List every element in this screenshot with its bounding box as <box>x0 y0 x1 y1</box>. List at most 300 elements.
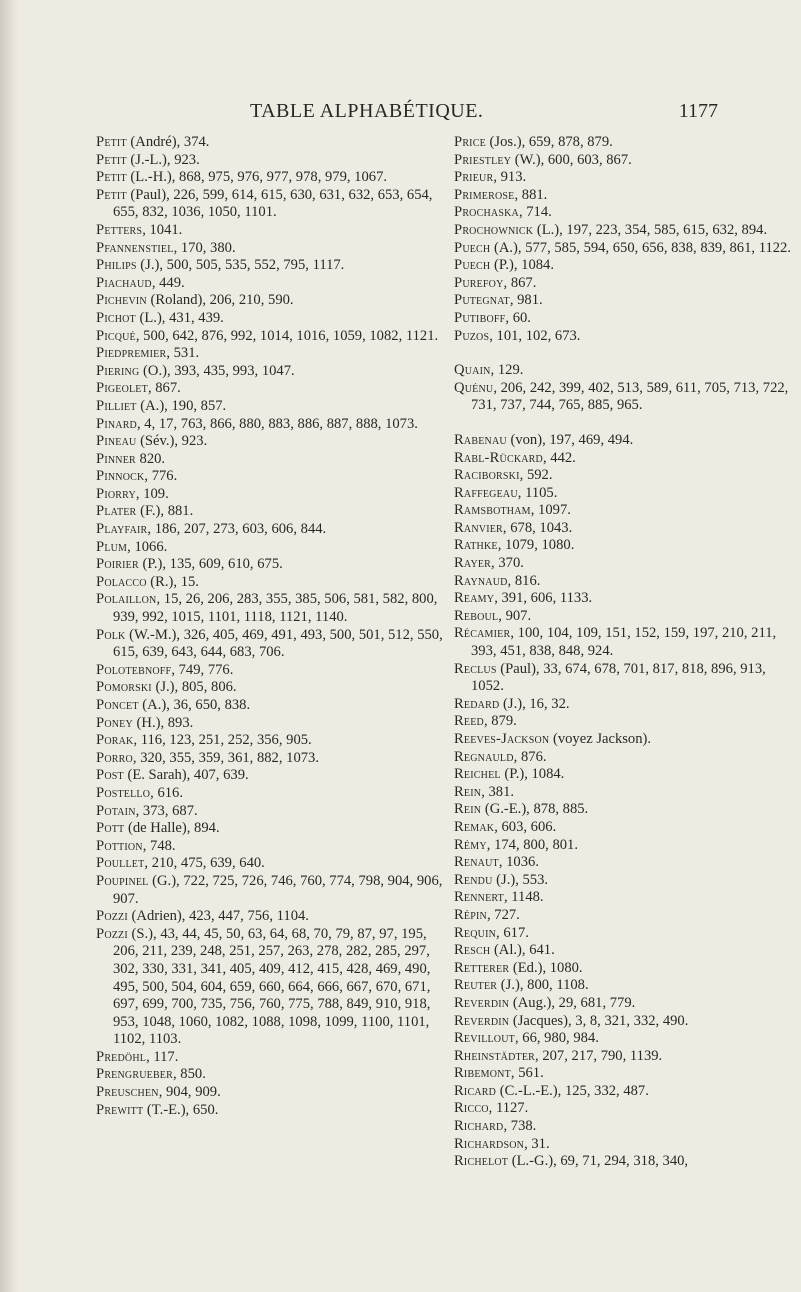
index-entry-pages: , 207, 217, 790, 1139. <box>535 1047 663 1064</box>
index-entry <box>454 1013 794 1031</box>
page-spine-shadow <box>0 0 18 1292</box>
index-entry-name: Prieur <box>454 169 494 186</box>
index-entry <box>96 345 446 363</box>
index-entry <box>454 362 794 380</box>
index-entry-pages: (Jacques), 3, 8, 321, 332, 490. <box>509 1012 689 1029</box>
index-entry-pages: (André), 374. <box>126 134 210 150</box>
index-entry-pages: (de Halle), 894. <box>124 820 220 837</box>
index-entry-pages: , 186, 207, 273, 603, 606, 844. <box>147 521 327 538</box>
index-entry <box>454 995 794 1013</box>
index-column-left <box>96 134 446 1119</box>
index-entry <box>96 310 446 328</box>
index-entry-pages: (A.), 577, 585, 594, 650, 656, 838, 839, 861, 1122. <box>490 239 791 256</box>
index-entry <box>454 1065 794 1083</box>
index-entry-pages: , 881. <box>514 186 548 203</box>
index-entry-name: Porak <box>96 732 134 749</box>
index-entry <box>96 855 446 873</box>
index-entry-name: Rabl-Rückard <box>454 449 543 466</box>
index-entry-name: Piorry <box>96 485 136 502</box>
index-entry <box>96 416 446 434</box>
index-entry-pages: (Sév.), 923. <box>136 433 208 450</box>
index-entry-pages: , 109. <box>135 485 169 502</box>
index-entry <box>454 467 794 485</box>
index-entry-pages: , 776. <box>144 468 178 485</box>
index-entry-name: Playfair <box>96 521 148 538</box>
index-entry <box>96 468 446 486</box>
index-entry-name: Pinnock <box>96 468 145 485</box>
index-entry-name: Reeves-Jackson <box>454 731 550 747</box>
index-entry-pages: , 1079, 1080. <box>497 537 575 554</box>
index-entry-name: Pomorski <box>96 679 152 696</box>
index-entry-pages: , 381. <box>481 783 515 800</box>
running-title: TABLE ALPHABÉTIQUE. <box>250 100 484 122</box>
index-entry-pages: (Paul), 226, 599, 614, 615, 630, 631, 632, 653, 654, 655, 832, 1036, 1050, 1101. <box>113 186 433 221</box>
index-entry-name: Pfannenstiel <box>96 239 174 256</box>
index-entry-pages: , 4, 17, 763, 866, 880, 883, 886, 887, 888, 1073. <box>136 415 418 432</box>
index-entry <box>96 662 446 680</box>
index-entry-name: Poncet <box>96 697 139 713</box>
index-entry-name: Répin <box>454 906 487 923</box>
index-entry-name: Polaillon <box>96 591 157 608</box>
index-entry <box>454 590 794 608</box>
index-entry-pages: (Aug.), 29, 681, 779. <box>509 994 636 1011</box>
index-entry-name: Plum <box>96 538 128 555</box>
index-entry-name: Quain <box>454 362 491 379</box>
index-entry <box>454 784 794 802</box>
index-entry-name: Requin <box>454 924 497 941</box>
index-entry-pages: (J.), 805, 806. <box>151 679 237 696</box>
index-entry <box>96 767 446 785</box>
index-entry-pages: (A.), 36, 650, 838. <box>138 697 251 713</box>
index-entry-name: Philips <box>96 257 137 274</box>
index-entry-name: Pinner <box>96 450 136 467</box>
index-entry <box>96 750 446 768</box>
index-entry-name: Prewitt <box>96 1101 144 1118</box>
index-entry <box>96 627 446 662</box>
index-entry <box>96 521 446 539</box>
index-entry-name: Potain <box>96 802 136 819</box>
index-entry-pages: (P.), 135, 609, 610, 675. <box>138 556 283 573</box>
index-entry-pages: , 738. <box>503 1118 537 1135</box>
index-entry-pages: , 749, 776. <box>171 661 234 678</box>
index-entry <box>454 275 794 293</box>
index-entry <box>454 380 794 415</box>
index-entry-name: Pichevin <box>96 292 147 309</box>
index-entry <box>454 766 794 784</box>
index-entry <box>96 240 446 258</box>
index-entry <box>454 713 794 731</box>
index-entry <box>96 926 446 1049</box>
index-entry <box>454 749 794 767</box>
index-entry <box>96 257 446 275</box>
index-entry-pages: (C.-L.-E.), 125, 332, 487. <box>496 1082 649 1099</box>
index-entry-pages: , 748. <box>142 837 176 854</box>
index-entry <box>96 838 446 856</box>
index-entry-name: Richelot <box>454 1153 509 1170</box>
index-entry <box>96 292 446 310</box>
index-entry <box>96 591 446 626</box>
index-entry-name: Prochaska <box>454 204 519 221</box>
index-entry-pages: , 116, 123, 251, 252, 356, 905. <box>133 732 312 749</box>
index-entry-pages: (J.-L.), 923. <box>126 151 200 168</box>
index-entry <box>454 661 794 696</box>
index-entry-name: Polk <box>96 626 126 643</box>
index-entry-pages: , 373, 687. <box>135 802 198 819</box>
index-entry <box>96 451 446 469</box>
index-entry <box>96 539 446 557</box>
index-entry-pages: , 904, 909. <box>158 1084 221 1101</box>
index-entry-pages: (J.), 16, 32. <box>499 695 570 712</box>
index-entry-name: Reichel <box>454 766 501 783</box>
index-entry <box>96 679 446 697</box>
index-entry <box>96 169 446 187</box>
index-entry-pages: , 1127. <box>488 1100 529 1117</box>
index-entry-name: Pichot <box>96 309 136 326</box>
index-entry-name: Retterer <box>454 959 510 976</box>
index-entry-pages: , 1036. <box>498 854 539 871</box>
index-entry <box>454 573 794 591</box>
index-entry-pages: (P.), 1084. <box>490 257 554 274</box>
index-entry <box>454 292 794 310</box>
index-entry <box>96 732 446 750</box>
index-entry <box>454 1030 794 1048</box>
index-entry-name: Poney <box>96 714 133 731</box>
index-entry-pages: , 907. <box>498 607 532 624</box>
index-entry <box>454 1153 794 1171</box>
index-entry-pages: , 616. <box>150 784 183 801</box>
index-entry <box>96 433 446 451</box>
index-entry-name: Preuschen <box>96 1084 159 1101</box>
index-entry-pages: (Jos.), 659, 878, 879. <box>485 134 613 150</box>
index-entry-pages: (W.-M.), 326, 405, 469, 491, 493, 500, 501, 512, 550, 615, 639, 643, 644, 683, 706. <box>113 626 443 661</box>
index-entry-name: Rennert <box>454 889 504 906</box>
index-entry-name: Rathke <box>454 537 498 554</box>
index-entry-pages: (O.), 393, 435, 993, 1047. <box>139 362 295 379</box>
index-entry-name: Rabenau <box>454 431 507 448</box>
index-entry <box>454 204 794 222</box>
index-entry-pages: (H.), 893. <box>132 714 194 731</box>
index-entry-name: Prochownick <box>454 221 534 238</box>
index-entry-name: Polacco <box>96 573 147 590</box>
index-entry-pages: , 15, 26, 206, 283, 355, 385, 506, 581, 582, 800, 939, 992, 1015, 1101, 1118, 1121, 1140. <box>113 591 438 626</box>
index-entry-name: Quénu <box>454 379 494 396</box>
index-entry-name: Poupinel <box>96 872 149 889</box>
index-entry-name: Picqué <box>96 327 136 344</box>
index-entry <box>454 485 794 503</box>
index-entry-pages: , 320, 355, 359, 361, 882, 1073. <box>132 749 319 766</box>
index-entry <box>454 1136 794 1154</box>
index-entry <box>96 328 446 346</box>
index-entry-name: Price <box>454 134 486 150</box>
index-entry-pages: , 449. <box>151 274 185 291</box>
index-entry-pages: , 370. <box>491 555 524 572</box>
index-entry-pages: , 1097. <box>530 502 571 519</box>
index-entry <box>454 502 794 520</box>
index-entry <box>454 608 794 626</box>
index-entry-name: Ricco <box>454 1100 489 1117</box>
index-entry <box>454 854 794 872</box>
index-entry <box>454 537 794 555</box>
page-number: 1177 <box>678 100 718 122</box>
index-entry-name: Primerose <box>454 186 515 203</box>
index-entry <box>96 363 446 381</box>
index-entry-pages: , 1148. <box>503 889 544 906</box>
index-entry-name: Richardson <box>454 1135 525 1152</box>
index-entry-name: Raffegeau <box>454 484 518 501</box>
index-entry-pages: (E. Sarah), 407, 639. <box>123 767 249 784</box>
index-entry-pages: (S.), 43, 44, 45, 50, 63, 64, 68, 70, 79, 87, 97, 195, 206, 211, 239, 248, 251, 257, 263, 278, 282, 285, 297, 302, 330, 331, 341, 405, 409, 412, 415, 428, 469, 490, 495, 500, 504, 604, 659, 660, 664, 666, 667, 670, 671, 697, 699, 700, 735, 756, 760, 775, 788, 849, 910, 918, 953, 1048, 1060, 1082, 1088, 1098, 1099, 1100, 1101, 1102, 1103. <box>113 925 431 1048</box>
index-entry-name: Putegnat <box>454 292 510 309</box>
index-entry-pages: (Paul), 33, 674, 678, 701, 817, 818, 896, 913, 1052. <box>471 660 766 695</box>
index-entry <box>454 240 794 258</box>
index-entry <box>454 801 794 819</box>
index-entry-pages: (Al.), 641. <box>490 942 555 959</box>
index-entry-pages: , 1041. <box>142 221 183 238</box>
index-entry-pages: (P.), 1084. <box>500 766 565 783</box>
index-entry-pages: , 60. <box>505 309 531 326</box>
index-entry-pages: (J.), 800, 1108. <box>497 977 589 994</box>
index-entry-pages: , 850. <box>173 1066 206 1083</box>
index-entry-name: Rendu <box>454 871 493 888</box>
index-entry-name: Reverdin <box>454 1012 510 1029</box>
index-entry <box>96 1084 446 1102</box>
index-entry-pages: (A.), 190, 857. <box>136 397 227 414</box>
index-entry <box>454 520 794 538</box>
index-entry-pages: , 617. <box>496 924 529 941</box>
index-entry-pages: , 206, 242, 399, 402, 513, 589, 611, 705, 713, 722, 731, 737, 744, 765, 885, 965. <box>471 379 789 414</box>
index-entry-name: Puech <box>454 239 491 256</box>
index-entry-pages: , 603, 606. <box>494 818 557 835</box>
index-entry-name: Poullet <box>96 855 145 872</box>
index-entry-name: Plater <box>96 503 137 520</box>
index-entry <box>96 222 446 240</box>
index-entry-pages: , 31. <box>524 1135 550 1152</box>
index-entry-name: Reboul <box>454 607 499 624</box>
index-entry-name: Rein <box>454 801 482 818</box>
index-entry-pages: 820. <box>135 450 166 467</box>
index-entry-name: Pigeolet <box>96 380 148 397</box>
index-entry-name: Polotebnoff <box>96 661 172 678</box>
index-entry-pages: , 561. <box>510 1065 544 1082</box>
index-entry-pages: , 1105. <box>517 484 558 501</box>
index-entry <box>96 380 446 398</box>
index-entry-name: Petit <box>96 186 127 203</box>
index-entry <box>96 1049 446 1067</box>
index-entry-name: Pottion <box>96 837 143 854</box>
index-entry-pages: , 816. <box>507 572 541 589</box>
index-entry <box>96 785 446 803</box>
index-entry <box>454 222 794 240</box>
index-entry <box>454 1048 794 1066</box>
index-entry-pages: , 981. <box>509 292 543 309</box>
index-entry <box>96 486 446 504</box>
index-entry-name: Reverdin <box>454 994 510 1011</box>
index-column-right <box>454 134 794 1171</box>
index-entry <box>96 556 446 574</box>
index-entry-name: Pott <box>96 820 125 837</box>
index-entry-pages: (Ed.), 1080. <box>509 959 583 976</box>
index-entry-pages: (G.-E.), 878, 885. <box>481 801 589 818</box>
index-entry <box>454 1100 794 1118</box>
page-header <box>80 100 720 126</box>
index-entry <box>454 152 794 170</box>
index-entry <box>454 555 794 573</box>
index-entry-name: Purefoy <box>454 274 504 291</box>
index-entry-name: Remak <box>454 818 495 835</box>
index-entry-name: Rémy <box>454 836 487 853</box>
index-entry <box>96 152 446 170</box>
index-entry-pages: , 66, 980, 984. <box>514 1030 599 1047</box>
index-entry <box>454 187 794 205</box>
index-entry-pages: , 174, 800, 801. <box>486 836 578 853</box>
index-entry-pages: (L.), 197, 223, 354, 585, 615, 632, 894. <box>533 221 768 238</box>
index-entry <box>454 889 794 907</box>
index-entry-pages: (L.-H.), 868, 975, 976, 977, 978, 979, 1067. <box>126 169 388 186</box>
index-entry <box>454 169 794 187</box>
index-entry-pages: (L.), 431, 439. <box>135 309 224 326</box>
index-entry <box>454 625 794 660</box>
index-entry-pages: , 100, 104, 109, 151, 152, 159, 197, 210, 211, 393, 451, 838, 848, 924. <box>471 625 777 660</box>
index-entry-pages: , 867. <box>147 380 181 397</box>
index-entry-pages: , 101, 102, 673. <box>489 327 581 344</box>
index-entry-name: Resch <box>454 942 491 959</box>
index-entry-name: Porro <box>96 749 133 766</box>
index-entry <box>96 820 446 838</box>
index-entry-name: Petit <box>96 169 127 186</box>
index-entry-name: Reed <box>454 713 484 730</box>
index-entry-name: Regnauld <box>454 748 514 765</box>
index-entry <box>454 1083 794 1101</box>
index-entry <box>96 873 446 908</box>
index-entry-pages: , 1066. <box>127 538 168 555</box>
index-entry-pages: , 592. <box>519 467 553 484</box>
index-entry-pages: , 876. <box>513 748 547 765</box>
index-entry-pages: , 210, 475, 639, 640. <box>144 855 265 872</box>
index-entry-name: Renaut <box>454 854 499 871</box>
index-entry <box>454 925 794 943</box>
index-entry <box>454 696 794 714</box>
index-entry <box>96 908 446 926</box>
index-entry-name: Pineau <box>96 433 137 450</box>
index-entry-name: Pozzi <box>96 908 128 925</box>
index-entry-name: Richard <box>454 1118 504 1135</box>
index-entry-name: Puech <box>454 257 491 274</box>
index-entry-name: Ribemont <box>454 1065 511 1082</box>
index-entry-name: Priestley <box>454 151 512 168</box>
index-entry-name: Pinard <box>96 415 137 432</box>
index-entry <box>454 328 794 346</box>
index-entry-pages: , 391, 606, 1133. <box>494 590 593 607</box>
index-entry-name: Reuter <box>454 977 498 994</box>
index-entry-name: Ranvier <box>454 519 503 536</box>
index-entry-pages: (R.), 15. <box>146 573 199 590</box>
index-entry-pages: (G.), 722, 725, 726, 746, 760, 774, 798, 904, 906, 907. <box>113 872 443 907</box>
index-entry <box>96 1102 446 1120</box>
index-entry-pages: , 117. <box>146 1048 179 1065</box>
index-entry-pages: (voyez Jackson). <box>549 731 652 747</box>
index-entry <box>454 257 794 275</box>
index-entry-name: Ramsbotham <box>454 502 531 519</box>
index-entry-name: Prengrueber <box>96 1066 173 1083</box>
index-entry-name: Post <box>96 767 124 784</box>
index-entry-name: Piedpremier <box>96 345 167 362</box>
index-entry-name: Rein <box>454 783 482 800</box>
index-entry <box>454 310 794 328</box>
index-entry <box>454 819 794 837</box>
index-entry-name: Ricard <box>454 1082 497 1099</box>
index-entry <box>454 450 794 468</box>
index-entry <box>454 134 794 152</box>
index-entry <box>454 942 794 960</box>
index-entry-pages: , 727. <box>486 906 520 923</box>
index-entry <box>96 715 446 733</box>
index-entry-name: Rayer <box>454 555 492 572</box>
index-entry <box>96 503 446 521</box>
index-entry-name: Pilliet <box>96 397 137 414</box>
index-entry-name: Revillout <box>454 1030 515 1047</box>
index-entry-pages: (F.), 881. <box>136 503 194 520</box>
index-entry <box>96 803 446 821</box>
index-entry <box>454 837 794 855</box>
index-entry-pages: (T.-E.), 650. <box>143 1101 219 1118</box>
index-entry-name: Raciborski <box>454 467 520 484</box>
index-entry-pages: , 879. <box>483 713 517 730</box>
index-entry-pages: , 913. <box>493 169 527 186</box>
index-entry-pages: , 500, 642, 876, 992, 1014, 1016, 1059, 1082, 1121. <box>135 327 439 344</box>
index-entry-pages: (Adrien), 423, 447, 756, 1104. <box>127 908 309 925</box>
index-entry <box>454 872 794 890</box>
index-entry <box>96 398 446 416</box>
index-entry-name: Petters <box>96 221 143 238</box>
index-entry-name: Putiboff <box>454 309 506 326</box>
index-entry <box>96 275 446 293</box>
index-entry-pages: , 867. <box>503 274 537 291</box>
index-entry-name: Reclus <box>454 660 497 677</box>
index-entry <box>96 187 446 222</box>
index-entry-name: Petit <box>96 134 127 150</box>
index-entry-pages: , 129. <box>490 362 524 379</box>
index-entry <box>96 574 446 592</box>
index-entry <box>454 977 794 995</box>
index-entry-name: Petit <box>96 151 127 168</box>
index-entry-pages: , 170, 380. <box>173 239 236 256</box>
index-entry-name: Raynaud <box>454 572 508 589</box>
index-entry-pages: (J.), 553. <box>492 871 549 888</box>
index-entry-name: Predöhl <box>96 1048 147 1065</box>
index-entry-pages: , 678, 1043. <box>502 519 573 536</box>
index-entry <box>454 432 794 450</box>
index-entry <box>454 1118 794 1136</box>
index-entry-name: Piachaud <box>96 274 152 291</box>
index-entry <box>454 960 794 978</box>
index-entry-name: Redard <box>454 695 500 712</box>
index-entry <box>454 731 794 749</box>
index-entry-name: Poirier <box>96 556 139 573</box>
index-entry-name: Postello <box>96 784 151 801</box>
index-entry-pages: (L.-G.), 69, 71, 294, 318, 340, <box>508 1153 689 1170</box>
index-entry <box>96 697 446 715</box>
index-entry-pages: (von), 197, 469, 494. <box>506 431 634 448</box>
index-entry-name: Piering <box>96 362 140 379</box>
index-entry-pages: , 442. <box>542 449 576 466</box>
index-entry-pages: , 531. <box>166 345 200 362</box>
index-entry-pages: (J.), 500, 505, 535, 552, 795, 1117. <box>136 257 345 274</box>
index-entry-name: Puzos <box>454 327 490 344</box>
index-entry-pages: (Roland), 206, 210, 590. <box>146 292 294 309</box>
index-entry-name: Rheinstädter <box>454 1047 536 1064</box>
index-entry <box>454 907 794 925</box>
index-entry <box>96 134 446 152</box>
